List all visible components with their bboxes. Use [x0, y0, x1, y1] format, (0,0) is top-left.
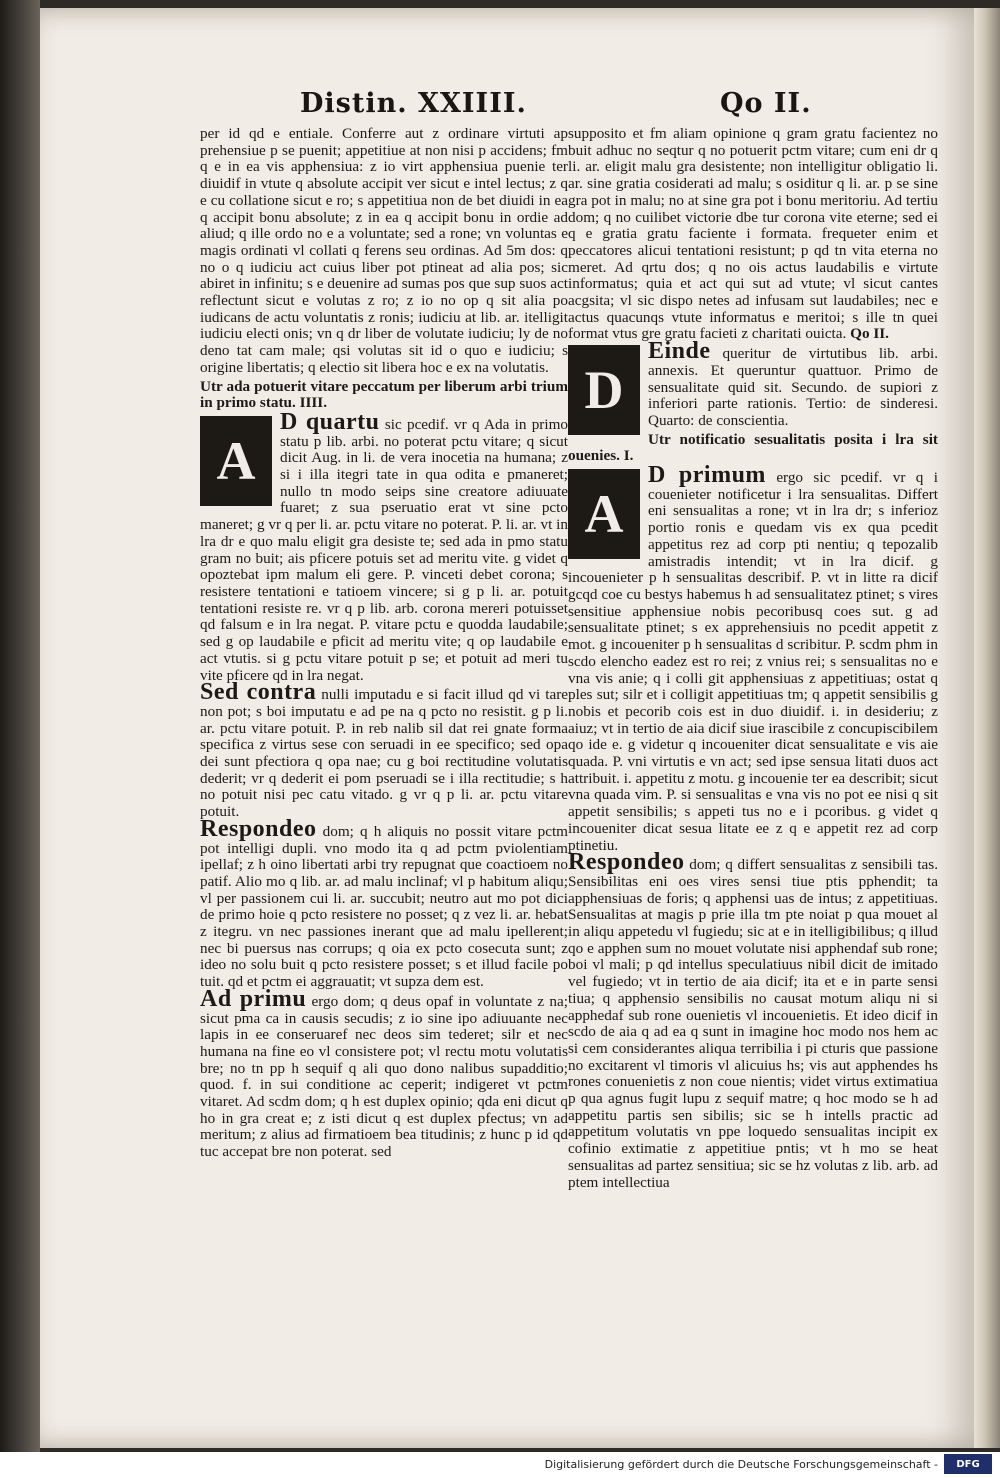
ad-primu-heading: Ad primu: [200, 985, 307, 1012]
running-head-left: Distin. XXIIII.: [300, 88, 527, 119]
right-rubric-text: Utr notificatio sesualitatis posita i lra sit ouenies.: [568, 430, 938, 465]
respondeo-heading-right: Respondeo: [568, 849, 685, 876]
left-paragraph-2-text: sic pcedif. vr q Ada in primo statu p lib. arbi. no poterat pctu vitare; q sicut dicit Aug. in li. de vera inocetia na humana; z si i illa itegri tate in qua odita e pmaneret; nullo tn modo seips sine creatore adiuuate fuaret; z sua pseruatio erat vt sine pcto maneret; g vr q per li. ar. pctu vitare no poterat. P. li. ar. vt in lra dr e quo malu eligit gra desiste te; sed ada in pmo statu gram no buit; ais pficere potuis set ad meritu vite. g videt q opoztebat ipm malum eli gere. P. vinceti debet corona; s resistere tentationi e tatioem vincere; si g p li. ar. potuit tentationi resiste re. vr q p lib. arb. corona mereri potuisset qd falsum e in lra negat. P. vitare pctu e quodda laudabile; sed g op laudabile e pficit ad meritu vite; q op laudabile e act vtutis. si g pctu vitare potuit p se; et potuit ad meri tu vite pficere qd in lra negat.: [200, 415, 568, 684]
question-label: Qo II.: [850, 325, 889, 343]
book-gutter: [0, 0, 40, 1478]
running-head-right: Qo II.: [720, 88, 812, 119]
left-paragraph-3: [200, 679, 569, 821]
drop-initial-a: A: [200, 416, 272, 506]
right-paragraph-1: [568, 126, 938, 343]
dfg-logo: DFG: [944, 1454, 992, 1474]
left-paragraph-5-text: ergo dom; q deus opaf in voluntate z na; sicut pma ca in causis secudis; z io sine ipo adiuuante nec lapis in ee conseruaref nec deos sim tederet; silr et nec humana na fine eo vl consistere pot; vl rectu motu volutatis bre; no tn pp h sequif q ali quo dono nalibus supadditio; quod. f. in sui conditione ac ceperit; indigeret vt pctm vitaret. Ad scdm dom; q h est duplex opinio; qda eni dicut q ho in gra creat e; z isti dicut q est duplex pfectus; vn ad meritum; z alius ad firmatioem bea titudinis; z hunc p id qd tuc accepat bre non poterat. sed: [200, 992, 568, 1161]
left-paragraph-4: [200, 815, 568, 991]
drop-initial-d: D: [568, 345, 640, 435]
right-rubric: [568, 432, 938, 465]
left-lead-words: D quartu: [280, 408, 380, 435]
left-text-column: [200, 126, 568, 1161]
right-lead-words-2: D primum: [648, 462, 766, 489]
left-rubric: [200, 379, 568, 412]
left-paragraph-4-text: dom; q h aliquis no possit vitare pctm pot intelligi dupli. vno modo ita q ad pctm pviolentiam ipellaf; z h oino libertati arbi try repugnat que coactioem no patif. Alio mo q lib. ar. ad malu inclinaf; vl p habitum aliqu; vl per passionem cui li. ar. succubit; neutro aut mo pot dici de primo hoie q pcto resistere no posset; q z vez li. ar. hebat z itegru. vn nec passiones inerant que ad malu ipellerent; nec bi puersus nas corrups; q oia ex pcto cosecuta sunt; z ideo no solu buit q pcto resistere posset; s et illud facile po tuit. qd et pctm ei aggrauatit; vt supza dem est.: [200, 822, 568, 991]
right-paragraph-4-text: dom; q differt sensualitas z sensibili tas. Sensibilitas eni oes vires sensi tiue ptis pphendit; ta apphensiuas de foris; q apphensi uas de intus; z appetitiuas. Sensualitas at magis p prie illa tm pte noiat p qua mouet al in aliqu appetedu vl fugiedu; sic at e in itelligibilibus; q illud qo e apphen sum no mouet volutate nisi apphendaf sub rone; boi vl mali; p qd intellus speculatiuus nibil dicit de imitado vel fugiedo; vt in tertio de aia dicif; ita et e in parte sensi tiua; q apphensio sensibilis no causat motum aliqu ni si apphedaf sub rone ouenietis vl incouenietis. Et ideo dicif in scdo de aia q ad ea q sunt in imagine hoc modo nos hem ac si cem considerantes aliqua terribilia i pi cturis que passione no excitarent vl timoris vl alicuius hs; vis aut apphendes hs rones conuenietis z non coue nientis; videt virtus extimatiua p qua agnus fugit lupu z sequif matre; q hoc modo se h ad appetitu partis sen sibilis; sic se h intells practic ad appetitum volutatis vn ppe loquedo sensualitas incipit ex cofinio extimatie z appetitiue pntis; vt h mo se heat sensualitas ad partez sensitiua; sic se hz volutas z lib. arb. ad ptem intellectiua: [568, 856, 938, 1191]
right-paragraph-4: [568, 849, 938, 1191]
left-rubric-text: Utr ada potuerit vitare peccatum per liberum arbi trium in primo statu.: [200, 377, 568, 412]
right-lead-words-1: Einde: [648, 338, 711, 365]
drop-initial-a-right: A: [568, 469, 640, 559]
right-rubric-number: I.: [623, 447, 634, 465]
right-paragraph-1-text: supposito et fm aliam opinione q gram gratu facientez no buit adhuc no seqtur q no potuerit pctm vitare; cum eni dr q li. ar. eligit malu gra desistente; non intelligitur obligatio li. ar. sine gratia cosiderati ad malu; s osiditur q li. ar. p se sine gra pot in malu; no at sine gra pot i bonu meritoriu. Ad tertiu dom; q no cuilibet victorie dbe tur corona vite eterne; sed ei q e gratia gratu faciente i formata. frequeter enim et peccatores alicui tentationi resistunt; p qd tn vita eterna no meret. Ad qrtu dos; q no ois actus laudabilis e virtute informatus; quia et act qui sut ad vtute; vl sicut cantes acgsita; vl sic dispo netes ad infusam sut laudabiles; nec e actus quacunqs vtute informatus e meritoi; s ille tn quei format vtus gre gratu facieti z charitati ouicta.: [568, 125, 938, 343]
left-paragraph-1: per id qd e entiale. Conferre aut z ordinare virtuti ap prehensiue p se puenit; appetitiue at non nisi p accidens; fm q e in ea vis apphensiua: z io virt apphensiua puenie ter diuidif in vtute q absolute accipit ver sicut e intel lectus; z q e cu collatione sicut e ro; s appetitiua non de bet diuidi in ea q accipit bonu absolute; z in ea q accipit bonu in ordie ad aliud; q ille ordo no e a voluntate; sed a rone; vn voluntas e magis ordinati vl collati q ferens seu ordinas. Ad 5m dos: q no o q iudiciu act cuius liber pot ptineat ad alia pos; sic abiret in infinitu; s e deuenire ad sumas pos que sup suos act reflectunt sicut e volutas z ro; z io no op q sit alia po iudicans de actu voluntatis z ronis; iudiciu at lib. ar. itelligit iudiciu electi onis; vn q dr liber de volutate iudiciu; ly de no deno tat cam male; qsi volutas sit id o quo e iudiciu; s origine libertatis; q electio sit libera hoc e ex na volutatis.: [200, 125, 568, 376]
left-rubric-number: IIII.: [299, 394, 328, 412]
sed-contra-heading: Sed contra: [200, 679, 317, 706]
left-paragraph-3-text: nulli imputadu e si facit illud qd vi tare non pot; s boi imputatu e ad pe na q pcto no resistit. g p li. ar. pctu vitare potuit. P. in reb nalib sil dat rei gnate forma specifica z virtus sese con seruadi in ee specifico; sed opa dei sunt pfectiora q opa nae; cu g boi rectitudine volutatis dederit; vr q dederit ei pom pseruadi se i illa rectitudie; s h no potuit nisi pec catu vitado. g vr q p li. ar. pctu vitare potuit.: [200, 686, 569, 821]
right-paragraph-3-text: ergo sic pcedif. vr q i couenieter notificetur i lra sensualitas. Differt eni sensualitas a rone; vt in lra dr; s inferioz portio ronis e quedam vis ex qua pcedit appetitus rez ad corp pti nentiu; q tepozalib amistradis intendit; vt in lra dicif. g incouenieter p h sensualitas describif. P. vt in litte ra dicif gcqd coe cu bestys habemus h ad sensualitatez ptinet; s vires sensitiue apphensiue nobis pecoribusq coes sut. g ad sensualitate ptinet; s ex apprehensiuis no pcedit appetit z mot. g incoueniter p h sensualitas d scribitur. P. scdm phm in scdo elencho eadez est ro rei; z vnius rei; s sensualitas no e vna vis anie; q i colli git apphensiuas z appetitiuas; ostat q ples sut; silr et i colligit appetitiuas tm; q appetit sensibilis g nobis et pecorib cois est in duo diuidif. i. in desideriu; z aiuz; vt in tertio de aia dicif siue irascibile z concupiscibilem qo ide e. g videtur q incoueniter dicat sensualitate e vis aie quada. P. vni virtutis e vn act; sed ipse sensua litati duos act attribuit. i. appetitu z motu. g incouenie ter ea describit; sicut vna quada vim. P. si sensualitas e vna vis no pot ee nisi q sit appetit sensibilis; s appeti tus no e i pcoribus. g videt q incoueniter dicat sesua litate ee z q e appetit rez ad corp ptinetiu.: [568, 469, 939, 854]
right-paragraph-2-text: queritur de virtutibus lib. arbi. annexis. Et queruntur quattuor. Primo de sensualitate quid sit. Secundo. de supiori z inferiori parte rationis. Tertio: de sinderesi. Quarto: de conscientia.: [648, 345, 938, 429]
respondeo-heading-left: Respondeo: [200, 815, 317, 842]
left-paragraph-5: [200, 985, 568, 1161]
right-text-column: [568, 126, 938, 1191]
page-edge: [974, 8, 1000, 1448]
funding-notice: Digitalisierung gefördert durch die Deutsche Forschungsgemeinschaft -: [544, 1458, 938, 1471]
